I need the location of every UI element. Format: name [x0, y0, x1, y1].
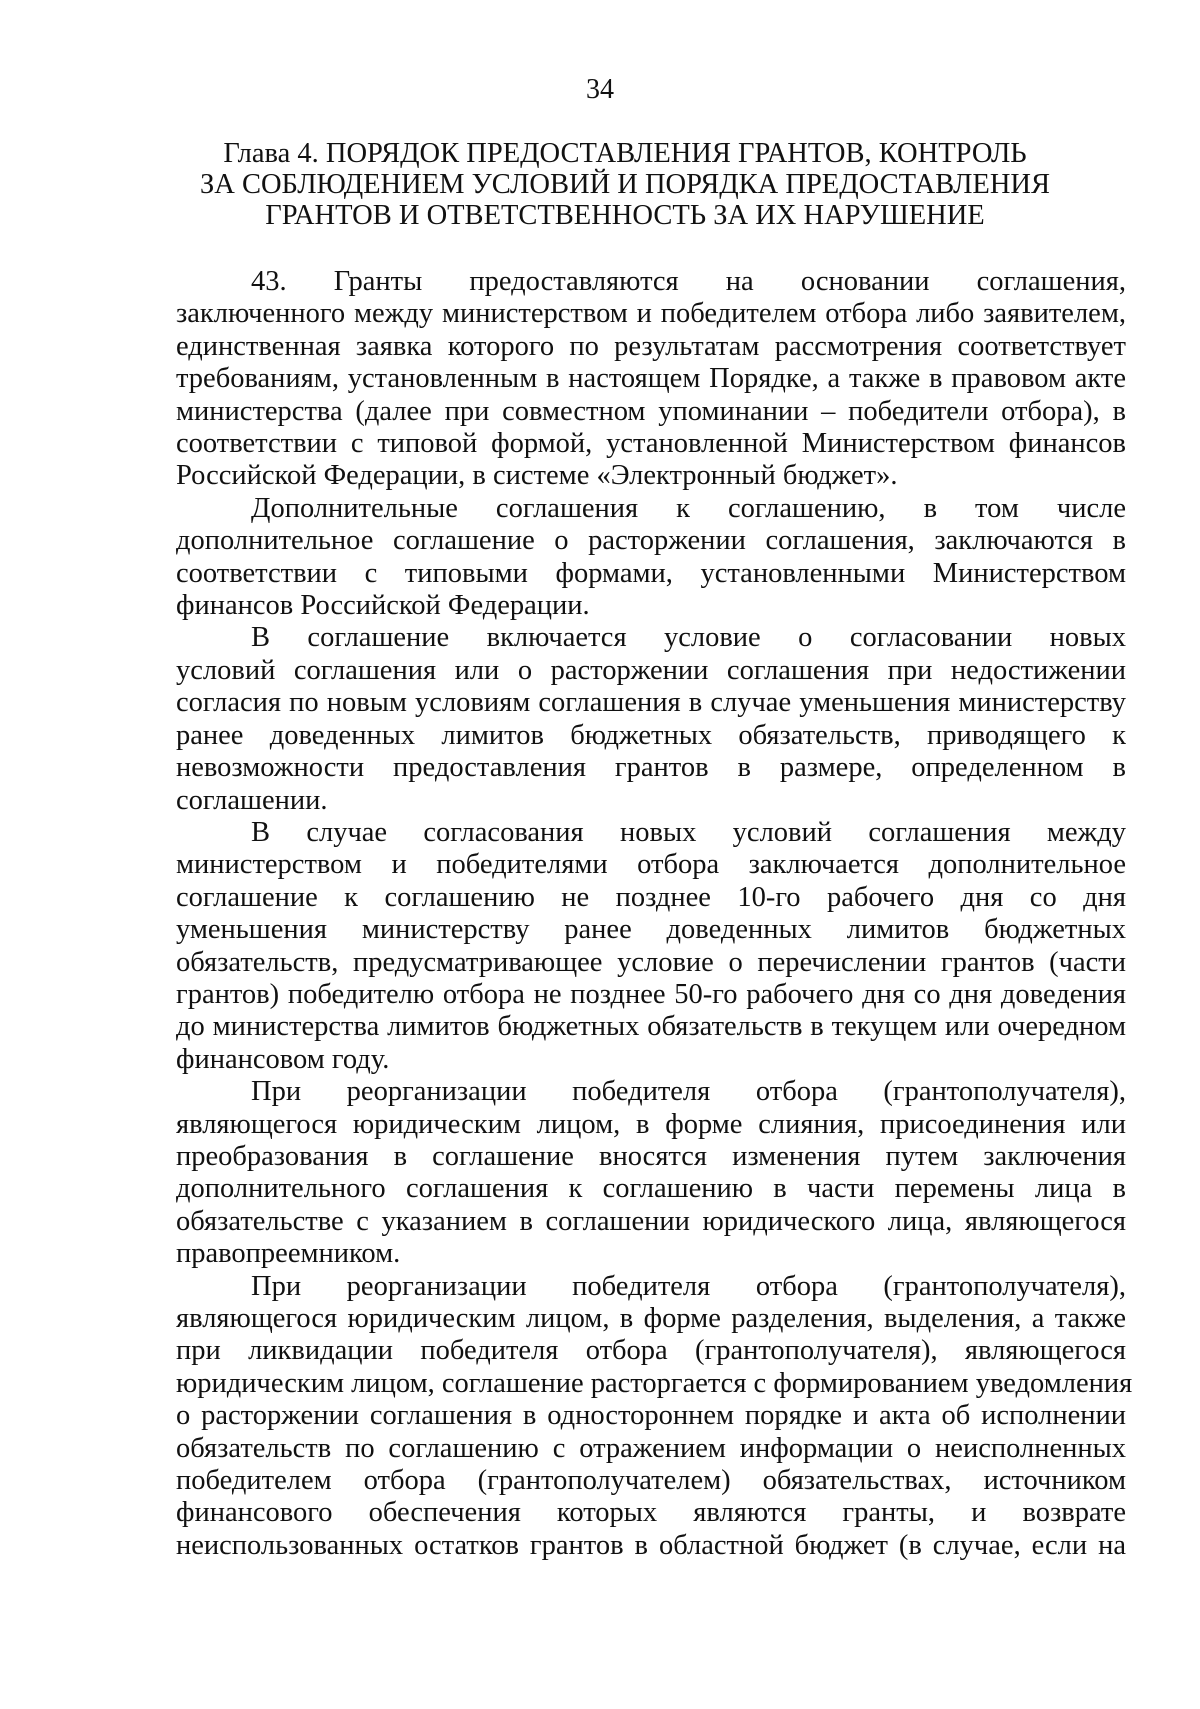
page-number: 34 [586, 74, 614, 105]
paragraph-line: являющегося юридическим лицом, в форме разделения, выделения, а также [176, 1303, 1126, 1334]
paragraph-line: неиспользованных остатков грантов в областной бюджет (в случае, если на [176, 1529, 1126, 1561]
paragraph-line: требованиям, установленным в настоящем Порядке, а также в правовом акте [176, 363, 1126, 395]
paragraph-line: о расторжении соглашения в одностороннем порядке и акта об исполнении [176, 1400, 1126, 1432]
paragraph-line: условий соглашения или о расторжении соглашения при недостижении [176, 654, 1126, 686]
paragraph-line: ранее доведенных лимитов бюджетных обязательств, приводящего к [176, 719, 1126, 751]
paragraph-line: В случае согласования новых условий соглашения между [251, 816, 1126, 848]
paragraph-line: при ликвидации победителя отбора (грантополучателя), являющегося [176, 1335, 1126, 1367]
paragraph-line: являющегося юридическим лицом, в форме слияния, присоединения или [176, 1108, 1126, 1140]
paragraph-line: В соглашение включается условие о согласовании новых [251, 622, 1126, 654]
paragraph-line: соглашение к соглашению не позднее 10-го рабочего дня со дня [176, 881, 1126, 913]
paragraph-line: победителем отбора (грантополучателем) обязательствах, источником [176, 1465, 1126, 1497]
paragraph-line: Дополнительные соглашения к соглашению, в том числе [251, 492, 1126, 524]
paragraph-line: министерством и победителями отбора заключается дополнительное [176, 849, 1126, 881]
paragraph-line: правопреемником. [176, 1238, 401, 1270]
paragraph-line: до министерства лимитов бюджетных обязательств в текущем или очередном [176, 1011, 1126, 1043]
chapter-title-line: ЗА СОБЛЮДЕНИЕМ УСЛОВИЙ И ПОРЯДКА ПРЕДОСТАВЛЕНИЯ [199, 169, 1050, 200]
paragraph-line: уменьшения министерству ранее доведенных лимитов бюджетных [176, 914, 1126, 946]
paragraph [176, 266, 1126, 493]
paragraph-line: невозможности предоставления грантов в размере, определенном в [176, 752, 1126, 784]
paragraph-line: юридическим лицом, соглашение расторгается с формированием уведомления [176, 1367, 1133, 1399]
paragraph-line: дополнительного соглашения к соглашению в части перемены лица в [176, 1173, 1126, 1205]
paragraph-line: обязательств, предусматривающее условие о перечислении грантов (части [176, 946, 1126, 978]
chapter-title-line: ГРАНТОВ И ОТВЕТСТВЕННОСТЬ ЗА ИХ НАРУШЕНИЕ [265, 200, 985, 231]
paragraph-line: финансовом году. [176, 1043, 390, 1075]
document-body [176, 266, 1133, 1562]
paragraph-line: 43. Гранты предоставляются на основании соглашения, [251, 266, 1126, 297]
paragraph [176, 493, 1126, 623]
paragraph-line: заключенного между министерством и победителем отбора либо заявителем, [176, 298, 1126, 330]
paragraph-line: финансов Российской Федерации. [176, 590, 590, 622]
paragraph-line: При реорганизации победителя отбора (грантополучателя), [251, 1076, 1126, 1108]
paragraph-line: соответствии с типовыми формами, установленными Министерством [176, 557, 1126, 589]
paragraph-line: соглашении. [176, 784, 328, 816]
paragraph-line: Российской Федерации, в системе «Электронный бюджет». [176, 460, 898, 492]
paragraph-line: министерства (далее при совместном упоминании – победители отбора), в [176, 395, 1126, 427]
paragraph [176, 1270, 1133, 1563]
paragraph [176, 1076, 1126, 1270]
paragraph-line: При реорганизации победителя отбора (грантополучателя), [251, 1270, 1126, 1302]
paragraph-line: преобразования в соглашение вносятся изменения путем заключения [176, 1140, 1126, 1172]
paragraph-line: обязательстве с указанием в соглашении юридического лица, являющегося [176, 1205, 1126, 1237]
paragraph-line: единственная заявка которого по результатам рассмотрения соответствует [176, 330, 1126, 362]
paragraph [176, 622, 1126, 816]
paragraph-line: финансового обеспечения которых являются гранты, и возврате [176, 1497, 1126, 1529]
chapter-title [190, 138, 1060, 231]
paragraph-line: согласия по новым условиям соглашения в случае уменьшения министерству [176, 687, 1126, 719]
paragraph [176, 817, 1126, 1076]
paragraph-line: соответствии с типовой формой, установленной Министерством финансов [176, 428, 1126, 460]
paragraph-line: обязательств по соглашению с отражением информации о неисполненных [176, 1432, 1126, 1464]
paragraph-line: дополнительное соглашение о расторжении соглашения, заключаются в [176, 525, 1126, 557]
chapter-title-line: Глава 4. ПОРЯДОК ПРЕДОСТАВЛЕНИЯ ГРАНТОВ, КОНТРОЛЬ [223, 138, 1027, 169]
paragraph-line: грантов) победителю отбора не позднее 50-го рабочего дня со дня доведения [176, 978, 1126, 1010]
